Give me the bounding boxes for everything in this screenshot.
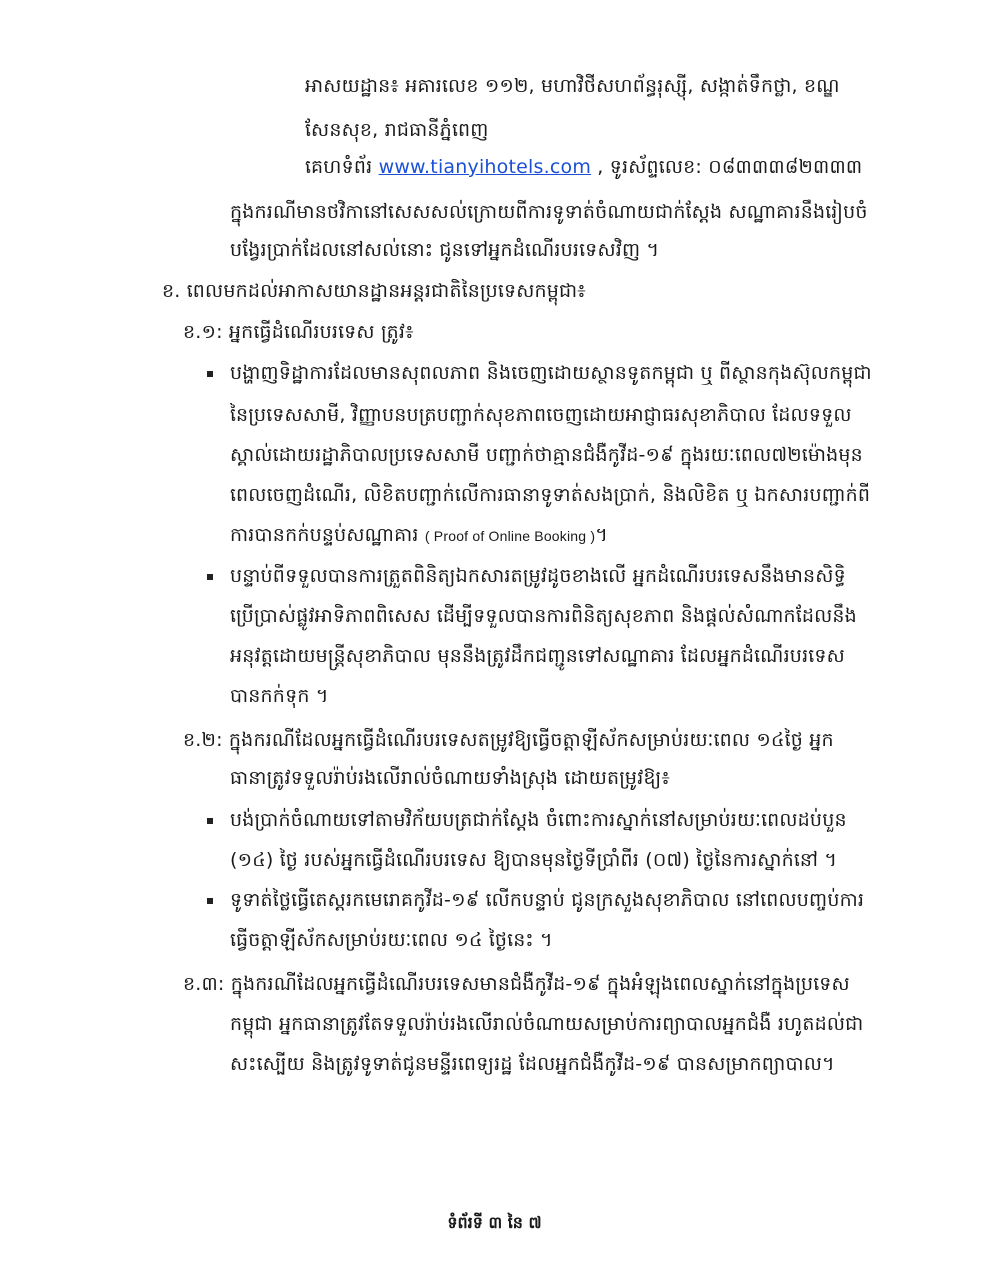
- subsection-2-2-line-2: ធានាត្រូវទទួលរ៉ាប់រងលើរាល់ចំណាយទាំងស្រុង ដោយតម្រូវឱ្យ៖: [230, 767, 670, 789]
- website-label: គេហទំព័រ: [305, 156, 379, 178]
- s1-b1-line-1: បង្ហាញទិដ្ឋាការដែលមានសុពលភាព និងចេញដោយស្ថានទូតកម្ពុជា ឬ ពីស្ថានកុងស៊ុលកម្ពុជា: [230, 362, 872, 384]
- booking-text: ការបានកក់បន្ទប់សណ្ឋាគារ: [230, 524, 425, 546]
- contact-line: [305, 155, 862, 179]
- bullet-icon: [207, 818, 213, 824]
- s1-b2-line-2: ប្រើប្រាស់ផ្លូវអាទិភាពពិសេស ដើម្បីទទួលបានការពិនិត្យសុខភាព និងផ្តល់សំណាកដែលនឹង: [230, 605, 857, 627]
- refund-line-1: ក្នុងករណីមានថវិកានៅសេសសល់ក្រោយពីការទូទាត់ចំណាយជាក់ស្តែង សណ្ឋាគារនឹងរៀបចំ: [230, 201, 868, 223]
- s2-b1-line-2: (១៤) ថ្ងៃ របស់អ្នកធ្វើដំណើរបរទេស ឱ្យបានមុនថ្ងៃទីប្រាំពីរ (០៧) ថ្ងៃនៃការស្នាក់នៅ ។: [230, 849, 838, 871]
- s1-b1-line-2: នៃប្រទេសសាមី, វិញ្ញាបនបត្របញ្ជាក់សុខភាពចេញដោយអាជ្ញាធរសុខាភិបាល ដែលទទួល: [230, 404, 852, 426]
- address-line-1: អាសយដ្ឋាន៖ អគារលេខ ១១២, មហាវិថីសហព័ន្ធរុស្ស៊ី, សង្កាត់ទឹកថ្លា, ខណ្ឌ: [305, 75, 840, 97]
- booking-end: ។: [595, 524, 608, 546]
- bullet-icon: [207, 898, 213, 904]
- section-heading: ខ. ពេលមកដល់អាកាសយានដ្ឋានអន្តរជាតិនៃប្រទេសកម្ពុជា៖: [162, 280, 586, 302]
- s1-b1-line-4: ពេលចេញដំណើរ, លិខិតបញ្ជាក់លើការធានាទូទាត់សងប្រាក់, និងលិខិត ឬ ឯកសារបញ្ជាក់ពី: [230, 484, 871, 506]
- phone-text: , ទូរស័ព្ទលេខ: ០៨៣៣៣៨២៣៣៣: [591, 156, 863, 178]
- s2-b2-line-1: ទូទាត់ថ្លៃធ្វើតេស្តរកមេរោគកូវីដ-១៩ លើកបន្ទាប់ ជូនក្រសួងសុខាភិបាល នៅពេលបញ្ចប់ការ: [230, 889, 865, 911]
- website-link[interactable]: www.tianyihotels.com: [378, 156, 592, 178]
- s1-b2-line-1: បន្ទាប់ពីទទួលបានការត្រួតពិនិត្យឯកសារតម្រូវដូចខាងលើ អ្នកដំណើរបរទេសនឹងមានសិទ្ធិ: [230, 565, 846, 587]
- s1-b1-line-3: ស្គាល់ដោយរដ្ឋាភិបាលប្រទេសសាមី បញ្ជាក់ថាគ្មានជំងឺកូវីដ-១៩ ក្នុងរយៈពេល៧២ម៉ោងមុន: [230, 444, 863, 466]
- address-line-2: សែនសុខ, រាជធានីភ្នំពេញ: [305, 119, 489, 141]
- s2-b1-line-1: បង់ប្រាក់ចំណាយទៅតាមវិក័យបត្រជាក់ស្តែង ចំពោះការស្នាក់នៅសម្រាប់រយៈពេលដប់បួន: [230, 809, 847, 831]
- refund-line-2: បង្វែរប្រាក់ដែលនៅសល់នោះ ជូនទៅអ្នកដំណើរបរទេសវិញ ។: [230, 239, 660, 261]
- subsection-2-3-line-1: ខ.៣: ក្នុងករណីដែលអ្នកធ្វើដំណើរបរទេសមានជំងឺកូវីដ-១៩ ក្នុងអំឡុងពេលស្នាក់នៅក្នុងប្រទេស: [183, 973, 850, 995]
- subsection-2-1-heading: ខ.១: អ្នកធ្វើដំណើរបរទេស ត្រូវ៖: [183, 321, 414, 343]
- subsection-2-3-line-3: សះស្បើយ និងត្រូវទូទាត់ជូនមន្ទីរពេទ្យរដ្ឋ ដែលអ្នកជំងឺកូវីដ-១៩ បានសម្រាកព្យាបាល។: [230, 1053, 835, 1075]
- page-number: ទំព័រទី ៣ នៃ ៧: [447, 1213, 542, 1232]
- s2-b2-line-2: ធ្វើចត្តាឡីស័កសម្រាប់រយៈពេល ១៤ ថ្ងៃនេះ ។: [230, 929, 553, 951]
- booking-latin: ( Proof of Online Booking ): [424, 528, 596, 544]
- subsection-2-2-line-1: ខ.២: ក្នុងករណីដែលអ្នកធ្វើដំណើរបរទេសតម្រូវឱ្យធ្វើចត្តាឡីស័កសម្រាប់រយៈពេល ១៤ថ្ងៃ អ្នក: [183, 729, 834, 751]
- s1-b2-line-3: អនុវត្តដោយមន្ត្រីសុខាភិបាល មុននឹងត្រូវដឹកជញ្ជូនទៅសណ្ឋាគារ ដែលអ្នកដំណើរបរទេស: [230, 645, 845, 667]
- bullet-icon: [207, 574, 213, 580]
- s1-b2-line-4: បានកក់ទុក ។: [230, 685, 329, 707]
- s1-b1-line-5: [230, 523, 608, 548]
- subsection-2-3-line-2: កម្ពុជា អ្នកធានាត្រូវតែទទួលរ៉ាប់រងលើរាល់ចំណាយសម្រាប់ការព្យាបាលអ្នកជំងឺ រហូតដល់ជា: [230, 1013, 864, 1035]
- bullet-icon: [207, 371, 213, 377]
